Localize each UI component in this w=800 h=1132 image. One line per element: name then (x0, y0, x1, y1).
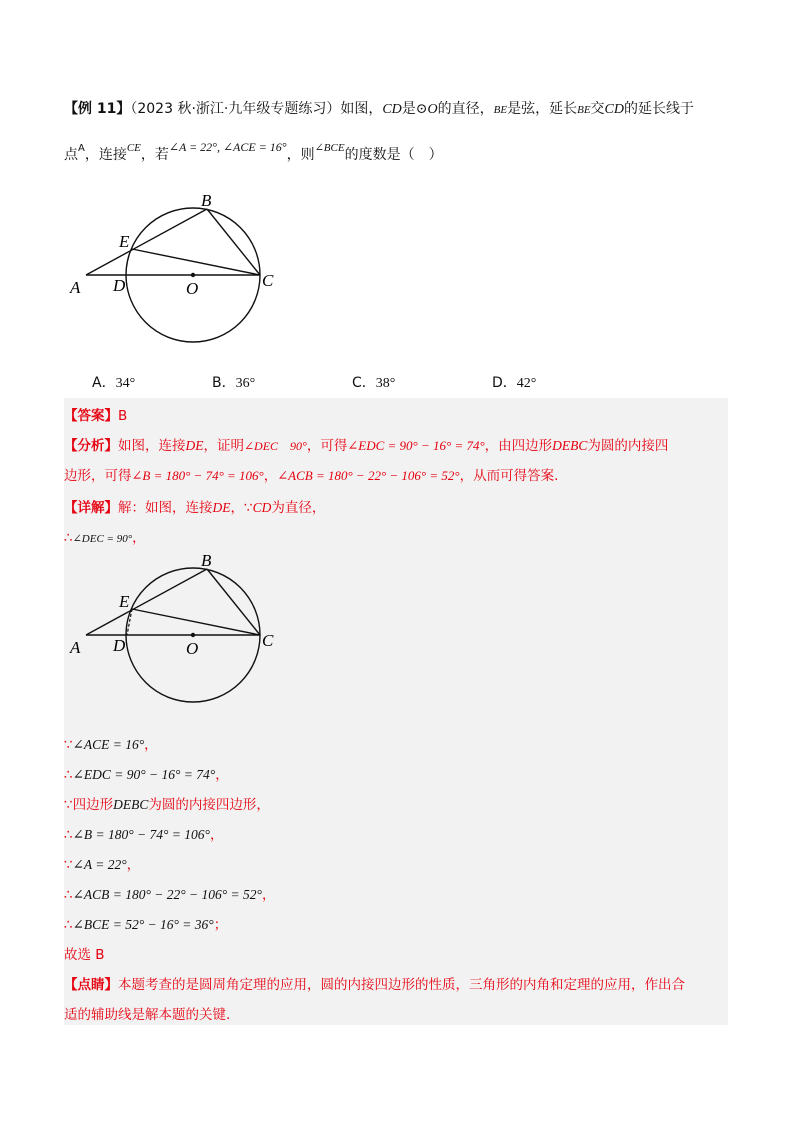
detail-choice: 故选 B (64, 947, 105, 963)
center-point (191, 273, 195, 277)
label-a: A (70, 278, 81, 297)
analysis-line-2: 边形，可得∠B = 180° − 74° = 106°，∠ACB = 180° − 22° − 106° = 52°，从而可得答案. (64, 468, 559, 484)
detail-tag: 【详解】 (64, 500, 118, 516)
answer-value: B (118, 408, 128, 424)
option-d[interactable]: D．42° (492, 375, 537, 391)
option-b[interactable]: B．36° (212, 375, 256, 391)
label-o: O (186, 639, 199, 658)
label-e: E (119, 232, 130, 251)
detail-step-6: ∵∠A = 22°， (64, 857, 141, 873)
label-o: O (186, 279, 199, 298)
label-c: C (262, 271, 274, 290)
segment-ab (86, 569, 207, 635)
example-tag: 【例 11】 (64, 101, 131, 117)
label-d: D (113, 636, 126, 655)
center-point (191, 633, 195, 637)
segment-ec (132, 249, 260, 275)
segment-ec (132, 609, 260, 635)
detail-step-7: ∴∠ACB = 180° − 22° − 106° = 52°， (64, 887, 276, 903)
geometry-figure-2 (64, 545, 304, 715)
detail-line-1: 【详解】解：如图，连接DE，∵CD为直径， (64, 500, 326, 516)
label-e: E (119, 592, 130, 611)
detail-step-3: ∴∠EDC = 90° − 16° = 74°， (64, 767, 229, 783)
label-a: A (70, 638, 81, 657)
analysis-tag: 【分析】 (64, 438, 118, 454)
answer-line (64, 404, 127, 424)
question-line-1: 【例 11】（2023 秋·浙江·九年级专题练习）如图，CD是⊙O的直径，BE是弦，延长BE交CD的延长线于 (64, 101, 694, 117)
analysis-line-1: 【分析】如图，连接DE，证明∠DEC 90°，可得∠EDC = 90° − 16° = 74°，由四边形DEBC为圆的内接四 (64, 438, 669, 454)
geometry-figure-1 (64, 185, 304, 355)
detail-step-8: ∴∠BCE = 52° − 16° = 36°； (64, 917, 228, 933)
label-b: B (201, 551, 212, 570)
question-line-2: 点$^A$，连接$^{CE}$，若∠A = 22°, ∠ACE = 16°，则$^{\angle BCE}$的度数是（ ） (64, 140, 443, 163)
segment-ab (86, 209, 207, 275)
comment-line-1: 【点睛】本题考查的是圆周角定理的应用，圆的内接四边形的性质，三角形的内角和定理的应用，作出合 (64, 977, 685, 993)
label-c: C (262, 631, 274, 650)
comment-tag: 【点睛】 (64, 977, 118, 993)
detail-step-2: ∵∠ACE = 16°， (64, 737, 158, 753)
answer-tag: 【答案】 (64, 408, 118, 424)
detail-step-4: ∵四边形DEBC为圆的内接四边形， (64, 797, 270, 813)
comment-line-2: 适的辅助线是解本题的关键. (64, 1007, 231, 1023)
option-a[interactable]: A．34° (92, 375, 136, 391)
detail-step-5: ∴∠B = 180° − 74° = 106°， (64, 827, 224, 843)
option-c[interactable]: C．38° (352, 375, 396, 391)
label-d: D (113, 276, 126, 295)
label-b: B (201, 191, 212, 210)
detail-step-1: ∴∠DEC = 90°， (64, 530, 146, 546)
